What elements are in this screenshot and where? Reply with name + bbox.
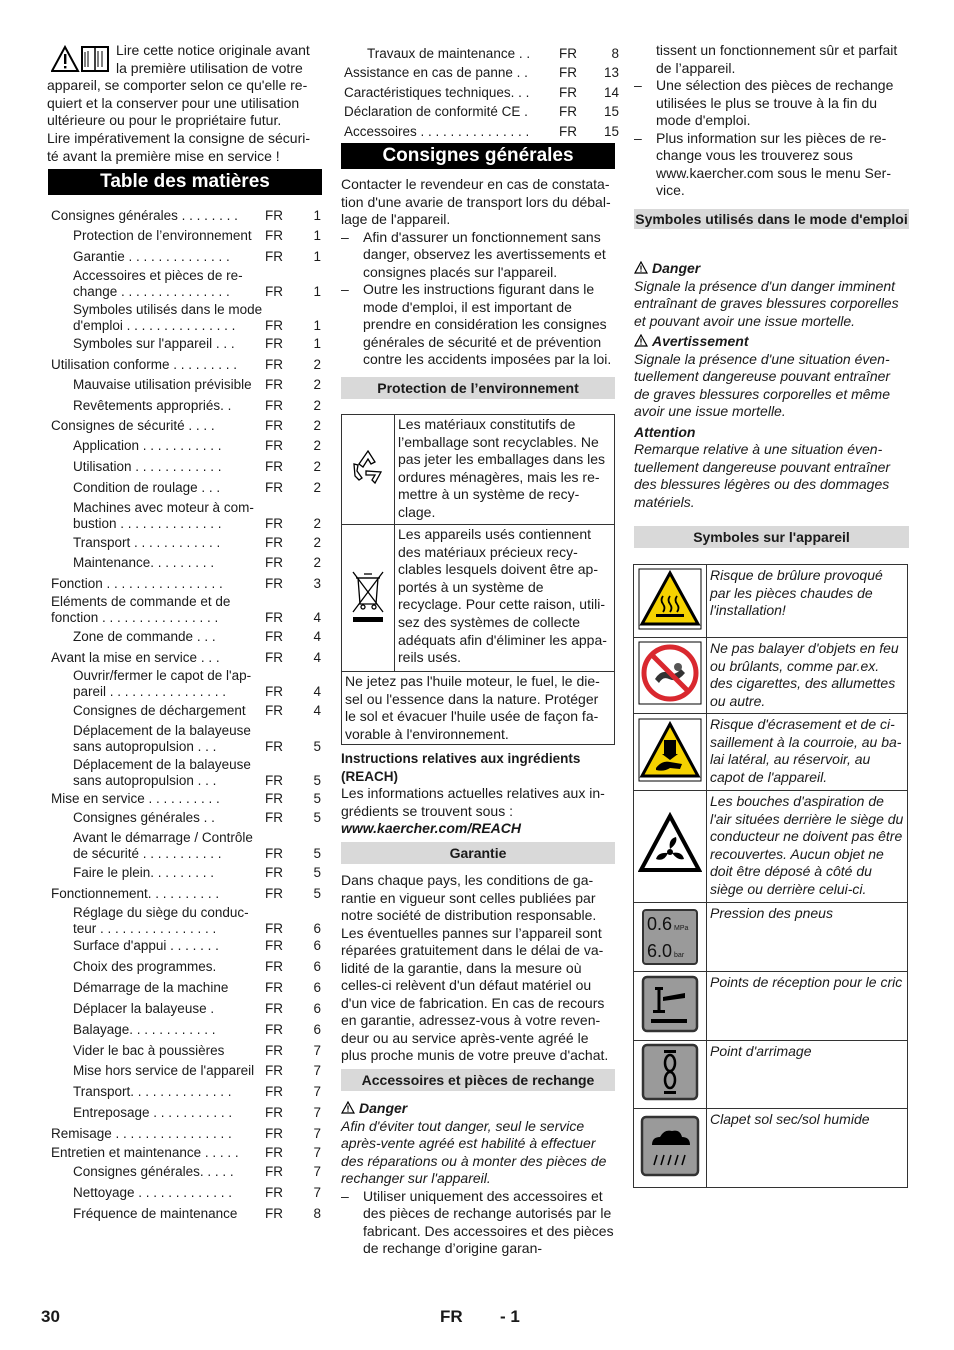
toc-entry-label: Machines avec moteur à com-: [73, 500, 254, 515]
toc-entry-page: 4: [313, 684, 321, 699]
page-number: 30: [41, 1307, 60, 1326]
toc-entry[interactable]: [51, 757, 323, 789]
toc-entry[interactable]: [51, 1145, 323, 1161]
toc-entry-lang: FR: [265, 228, 283, 243]
toc-entry-label: Mauvaise utilisation prévisible: [73, 377, 252, 392]
toc-entry-page: 6: [313, 980, 321, 995]
toc-entry-page: 8: [313, 1206, 321, 1221]
attention-text: Remarque relative à une situation éven-tuellement dangereuse pouvant entraîner des blessures légères ou des dommages matériels.: [634, 441, 891, 510]
toc-entry-page: 7: [313, 1043, 321, 1058]
toc-entry[interactable]: [51, 377, 323, 393]
device-symbol-text: Pression des pneus: [707, 903, 908, 972]
toc-entry-label: Avant le démarrage / Contrôle: [73, 830, 253, 845]
tyre-pressure-icon: 0.6 MPa 6.0 bar: [634, 903, 707, 972]
toc-entry-lang: FR: [265, 1084, 283, 1099]
general-bullet: – Outre les instructions figurant dans le mode d'emploi, il est important de prendre en considération les consignes générales de sécurité et de prévention contre les accidents imposées par la loi.: [341, 281, 616, 369]
toc-entry-label: Nettoyage . . . . . . . . . . . . .: [73, 1185, 233, 1200]
toc-entry-lang: FR: [265, 398, 283, 413]
toc-entry-page: 6: [313, 921, 321, 936]
toc-entry-label: teur . . . . . . . . . . . . . . . .: [73, 921, 217, 936]
toc-entry-lang: FR: [265, 1063, 283, 1078]
toc-entry-page: 15: [603, 104, 619, 120]
toc-entry-label: Entreposage . . . . . . . . . . .: [73, 1105, 233, 1120]
toc-entry-lang: FR: [265, 684, 283, 699]
toc-entry-label: Démarrage de la machine: [73, 980, 229, 995]
toc-entry-lang: FR: [265, 459, 283, 474]
toc-entry-label: Remisage . . . . . . . . . . . . . . . .: [51, 1126, 232, 1141]
toc-entry[interactable]: [51, 1043, 323, 1059]
toc-entry-page: 5: [313, 739, 321, 754]
toc-entry[interactable]: [51, 535, 323, 551]
toc-entry[interactable]: [51, 576, 323, 592]
toc-entry-page: 1: [313, 249, 321, 264]
toc-entry-label: Faire le plein. . . . . . . . .: [73, 865, 215, 880]
toc-entry-label: Surface d'appui . . . . . . .: [73, 938, 219, 953]
toc-entry-page: 2: [313, 535, 321, 550]
toc-entry-label: Accessoires et pièces de re-: [73, 268, 243, 283]
toc-entry[interactable]: [51, 1164, 323, 1180]
toc-entry-label: Consignes générales . .: [73, 810, 215, 825]
toc-entry-label: Fréquence de maintenance: [73, 1206, 238, 1221]
toc-entry-page: 1: [313, 336, 321, 351]
danger-label: Danger: [634, 260, 909, 278]
toc-entry-page: 5: [313, 886, 321, 901]
toc-entry-lang: FR: [265, 516, 283, 531]
toc-entry[interactable]: [51, 629, 323, 645]
toc-entry-lang: FR: [559, 46, 577, 61]
accessoires-heading: Accessoires et pièces de rechange: [341, 1069, 615, 1091]
toc-entry-page: 2: [313, 398, 321, 413]
toc-entry-lang: FR: [265, 959, 283, 974]
toc-entry-page: 4: [313, 610, 321, 625]
toc-entry-lang: FR: [265, 336, 283, 351]
toc-entry[interactable]: [51, 810, 323, 826]
hot-surface-warning-icon: [634, 565, 707, 638]
toc-title: Table des matières: [48, 169, 322, 195]
toc-entry-label: Ouvrir/fermer le capot de l'ap-: [73, 668, 252, 683]
toc-entry-lang: FR: [265, 773, 283, 788]
toc-entry[interactable]: [341, 44, 619, 63]
tie-down-icon: [634, 1041, 707, 1109]
toc-entry-label: bustion . . . . . . . . . . . . . .: [73, 516, 222, 531]
toc-entry-lang: FR: [265, 791, 283, 806]
toc-entry-label: d'emploi . . . . . . . . . . . . . . .: [73, 318, 236, 333]
toc-entry-page: 7: [313, 1185, 321, 1200]
crush-hazard-icon: [634, 714, 707, 791]
toc-entry[interactable]: [51, 459, 323, 475]
toc-entry-lang: FR: [265, 1185, 283, 1200]
toc-entry-label: sans autopropulsion . . .: [73, 773, 217, 788]
toc-entry[interactable]: [341, 102, 619, 121]
intro-text: Lire cette notice originale avant la première utilisation de votre appareil, se comporter selon ce qu'elle re- quiert et la conserver pour une utilisation ultérieure ou pour le propriétaire futur. Lire impérativement la consigne de sécuri- té avant la première mise en service !: [47, 42, 311, 164]
toc-continued: [341, 44, 619, 141]
toc-entry[interactable]: [51, 1126, 323, 1142]
toc-entry[interactable]: [51, 886, 323, 902]
toc-entry-lang: FR: [265, 1043, 283, 1058]
toc-entry-lang: FR: [265, 846, 283, 861]
toc-entry-label: Entretien et maintenance . . . . .: [51, 1145, 239, 1160]
toc-entry-label: Accessoires . . . . . . . . . . . . . . .: [344, 123, 530, 139]
toc-entry-label: Caractéristiques techniques. . .: [344, 84, 530, 100]
warning-triangle-icon: [341, 1101, 355, 1114]
reach-link[interactable]: www.kaercher.com/REACH: [341, 820, 521, 837]
toc-entry-label: Zone de commande . . .: [73, 629, 216, 644]
toc-entry[interactable]: [51, 249, 323, 265]
toc-entry-page: 5: [313, 791, 321, 806]
toc-entry-label: fonction . . . . . . . . . . . . . . . .: [51, 610, 219, 625]
crossed-bin-icon: [342, 525, 395, 672]
toc-entry-page: 6: [313, 1022, 321, 1037]
toc-entry[interactable]: [51, 336, 323, 352]
environment-heading: Protection de l’environnement: [341, 377, 615, 399]
accessoires-bullet: – Une sélection des pièces de rechange utilisées le plus se trouve à la fin du mode d'emploi.: [634, 77, 909, 130]
danger-label: Danger: [341, 1100, 616, 1118]
device-symbol-text: Point d'arrimage: [707, 1041, 908, 1109]
toc-entry[interactable]: [51, 905, 323, 937]
toc-entry-lang: FR: [265, 1126, 283, 1141]
toc-entry-label: Mise en service . . . . . . . . . .: [51, 791, 220, 806]
toc-entry-label: sans autopropulsion . . .: [73, 739, 217, 754]
toc-entry[interactable]: [51, 980, 323, 996]
device-symbol-text: Risque d'écrasement et de ci-saillement à la courroie, au ba-lai latéral, au réservoir, au capot de l'appareil.: [707, 714, 908, 791]
symboles-mode-section: [634, 260, 909, 511]
no-burning-objects-icon: [634, 638, 707, 714]
accessoires-bullet: – Plus information sur les pièces de re-change vous les trouverez sous www.kaercher.com sous le menu Ser-vice.: [634, 130, 909, 200]
toc-entry-page: 7: [313, 1063, 321, 1078]
toc-entry-lang: FR: [265, 650, 283, 665]
toc-entry-page: 8: [611, 46, 619, 61]
toc-entry[interactable]: [51, 555, 323, 571]
toc-entry-label: Consignes de déchargement: [73, 703, 246, 718]
toc-entry-label: Fonctionnement. . . . . . . . . .: [51, 886, 220, 901]
toc-entry[interactable]: [341, 63, 619, 82]
accessoires-continued: [634, 42, 909, 200]
toc-entry-page: 6: [313, 938, 321, 953]
toc-entry-lang: FR: [265, 208, 283, 223]
toc-entry-label: Application . . . . . . . . . . .: [73, 438, 222, 453]
toc-entry-page: 6: [313, 1001, 321, 1016]
toc-entry-label: Protection de l’environnement: [73, 228, 252, 243]
toc-entry-lang: FR: [559, 123, 577, 139]
toc-entry-lang: FR: [559, 65, 577, 81]
general-section: [341, 176, 616, 369]
toc-entry-page: 2: [313, 480, 321, 495]
toc-entry-page: 1: [313, 284, 321, 299]
toc-entry[interactable]: [51, 594, 323, 626]
recycling-icon: [342, 415, 395, 525]
toc-entry-page: 5: [313, 773, 321, 788]
toc-entry-page: 7: [313, 1084, 321, 1099]
toc-entry-page: 4: [313, 629, 321, 644]
device-symbol-text: Ne pas balayer d'objets en feu ou brûlants, comme par.ex. des cigarettes, des allumettes ou autre.: [707, 638, 908, 714]
toc-entry-label: Transport . . . . . . . . . . . .: [73, 535, 221, 550]
toc-entry-lang: FR: [265, 921, 283, 936]
toc-entry-page: 1: [313, 208, 321, 223]
attention-label: Attention: [634, 423, 696, 440]
toc-entry-label: Symboles sur l'appareil . . .: [73, 336, 235, 351]
device-symbol-text: Clapet sol sec/sol humide: [707, 1109, 908, 1188]
accessoires-section: [341, 1100, 616, 1258]
toc-entry-label: Consignes générales. . . . .: [73, 1164, 234, 1179]
garantie-heading: Garantie: [341, 842, 615, 864]
toc-entry[interactable]: [51, 830, 323, 862]
avertissement-label: Avertissement: [634, 333, 909, 351]
environment-table: [341, 414, 615, 745]
device-symbol-text: Risque de brûlure provoqué par les pièces chaudes de l'installation!: [707, 565, 908, 638]
toc-entry-lang: FR: [265, 1164, 283, 1179]
reach-title: Instructions relatives aux ingrédients (REACH): [341, 751, 581, 784]
toc-entry-lang: FR: [265, 1001, 283, 1016]
avertissement-text: Signale la présence d'une situation éven-tuellement dangereuse pouvant entraîner de graves blessures corporelles et même avoir une issue mortelle.: [634, 350, 891, 419]
accessoires-bullet-cont: tissent un fonctionnement sûr et parfait de l’appareil.: [656, 42, 898, 76]
toc-entry-page: 2: [313, 459, 321, 474]
toc-entry[interactable]: [341, 83, 619, 102]
toc-entry-label: Maintenance. . . . . . . . .: [73, 555, 215, 570]
toc-entry-label: Balayage. . . . . . . . . . . .: [73, 1022, 216, 1037]
reach-section: [341, 750, 616, 838]
toc-entry-lang: FR: [265, 438, 283, 453]
toc-entry-page: 1: [313, 228, 321, 243]
toc-entry-lang: FR: [265, 576, 283, 591]
symboles-mode-heading: Symboles utilisés dans le mode d'emploi: [635, 211, 908, 227]
toc-entry-lang: FR: [265, 1206, 283, 1221]
toc-entry-page: 5: [313, 846, 321, 861]
toc-entry-label: Assistance en cas de panne . .: [344, 65, 528, 81]
toc-entry-lang: FR: [265, 418, 283, 433]
toc-entry-lang: FR: [265, 739, 283, 754]
toc-entry-lang: FR: [265, 377, 283, 392]
toc-entry-lang: FR: [559, 104, 577, 120]
footer-subpage: - 1: [500, 1307, 520, 1326]
toc-entry[interactable]: [51, 398, 323, 414]
toc-entry[interactable]: [51, 865, 323, 881]
toc-entry-page: 14: [603, 84, 619, 100]
symboles-appareil-heading: Symboles sur l'appareil: [634, 526, 909, 548]
toc-entry-lang: FR: [265, 629, 283, 644]
toc-entry-label: Revêtements appropriés. .: [73, 398, 232, 413]
toc-entry-page: 5: [313, 865, 321, 880]
toc-entry-label: Déplacer la balayeuse .: [73, 1001, 215, 1016]
toc-entry-lang: FR: [265, 1145, 283, 1160]
toc-entry-label: de sécurité . . . . . . . . . . .: [73, 846, 222, 861]
toc-entry[interactable]: [51, 1185, 323, 1201]
toc-entry[interactable]: [51, 302, 323, 334]
danger-text: Signale la présence d'un danger imminent entraînant de graves blessures corporelles et pouvant avoir une issue mortelle.: [634, 277, 899, 329]
toc-entry-page: 7: [313, 1105, 321, 1120]
toc-entry-lang: FR: [265, 318, 283, 333]
toc-entry-label: Mise hors service de l'appareil: [73, 1063, 255, 1078]
toc-entry-label: Symboles utilisés dans le mode: [73, 302, 263, 317]
toc-entry[interactable]: [51, 668, 323, 700]
toc-entry-page: 2: [313, 357, 321, 372]
toc-entry-lang: FR: [265, 810, 283, 825]
toc-entry[interactable]: [51, 228, 323, 244]
toc-entry[interactable]: [51, 1105, 323, 1121]
toc-entry-page: 15: [603, 123, 619, 139]
toc-entry-page: 13: [603, 65, 619, 81]
environment-weee-text: Les appareils usés contiennent des matériaux précieux recy-clables lesquels doivent être ap-portés à un système de recyclage. Pour cette raison, utili-sez des systèmes de collecte adéquats afin d'éliminer les appa-reils usés.: [395, 525, 615, 672]
toc-entry[interactable]: [51, 723, 323, 755]
toc-entry[interactable]: [51, 1063, 323, 1079]
toc-entry-page: 7: [313, 1126, 321, 1141]
device-symbol-text: Points de réception pour le cric: [707, 972, 908, 1041]
garantie-text: Dans chaque pays, les conditions de ga-rantie en vigueur sont celles publiées par notre société de distribution responsable. Les éventuelles pannes sur l’appareil sont réparées gratuitement dans le délai de va-lidité de la garantie, dans la mesure où celles-ci relèvent d'un défaut matériel ou d'un vice de fabrication. En cas de recours en garantie, adressez-vous à votre reven-deur ou au service après-vente agréé le plus proche munis de votre preuve d'achat.: [341, 872, 609, 1063]
danger-text: Afin d'éviter tout danger, seul le service après-vente agréé est habilité à effectuer des réparations ou à monter des pièces de rechanger sur l'appareil.: [341, 1117, 607, 1186]
toc-entry[interactable]: [51, 791, 323, 807]
toc-entry[interactable]: [51, 650, 323, 666]
toc-entry-lang: FR: [265, 555, 283, 570]
toc-entry-label: Consignes de sécurité . . . .: [51, 418, 215, 433]
toc-entry-label: pareil . . . . . . . . . . . . . . . .: [73, 684, 227, 699]
toc-entry[interactable]: [51, 357, 323, 373]
footer-lang: FR: [440, 1307, 463, 1326]
toc-entry[interactable]: [341, 122, 619, 141]
toc-entry-label: Fonction . . . . . . . . . . . . . . . .: [51, 576, 223, 591]
toc-entry-lang: FR: [559, 84, 577, 100]
device-symbol-text: Les bouches d'aspiration de l'air situées derrière le siège du conducteur ne doivent pas être recouvertes. Aucun objet ne doit être déposé à côté du siège ou derrière celui-ci.: [707, 791, 908, 903]
accessoires-bullet: – Utiliser uniquement des accessoires et des pièces de rechange autorisés par le fabricant. Des accessoires et des pièces de rechange d’origine garan-: [341, 1188, 615, 1258]
toc-entry-label: Vider le bac à poussières: [73, 1043, 225, 1058]
toc-entry-page: 7: [313, 1164, 321, 1179]
toc-entry[interactable]: [51, 208, 323, 224]
toc-entry-page: 2: [313, 377, 321, 392]
toc-entry-page: 1: [313, 318, 321, 333]
toc-entry[interactable]: [51, 438, 323, 454]
toc-entry-lang: FR: [265, 938, 283, 953]
toc-entry-lang: FR: [265, 1105, 283, 1120]
toc-entry[interactable]: [51, 959, 323, 975]
fan-warning-icon: [634, 791, 707, 903]
toc-entry[interactable]: [51, 938, 323, 954]
jack-point-icon: [634, 972, 707, 1041]
dry-wet-floor-icon: [634, 1109, 707, 1188]
toc-entry-page: 5: [313, 810, 321, 825]
device-symbols-table: [633, 564, 908, 1188]
toc-entry-page: 4: [313, 650, 321, 665]
toc-entry-lang: FR: [265, 480, 283, 495]
toc-entry-label: Déplacement de la balayeuse: [73, 757, 251, 772]
toc-entry[interactable]: [51, 1022, 323, 1038]
toc-entry[interactable]: [51, 268, 323, 300]
toc-entry[interactable]: [51, 480, 323, 496]
reach-text: Les informations actuelles relatives aux in-grédients se trouvent sous :: [341, 785, 605, 819]
toc-entry[interactable]: [51, 1001, 323, 1017]
toc-entry-label: Réglage du siège du conduc-: [73, 905, 249, 920]
toc-entry-label: Avant la mise en service . . .: [51, 650, 220, 665]
toc-entry-lang: FR: [265, 1022, 283, 1037]
toc-entry-label: change . . . . . . . . . . . . . . .: [73, 284, 230, 299]
toc-entry-lang: FR: [265, 610, 283, 625]
toc-entry-lang: FR: [265, 703, 283, 718]
toc-entry[interactable]: [51, 703, 323, 719]
warning-triangle-icon: [634, 261, 648, 274]
toc-entry-page: 4: [313, 703, 321, 718]
toc-entry-label: Déclaration de conformité CE .: [344, 104, 528, 120]
toc-entry-label: Déplacement de la balayeuse: [73, 723, 251, 738]
toc-entry[interactable]: [51, 1206, 323, 1222]
toc-entry-page: 3: [313, 576, 321, 591]
toc-entry-lang: FR: [265, 865, 283, 880]
environment-oil-text: Ne jetez pas l'huile moteur, le fuel, le die-sel ou l'essence dans la nature. Protéger le sol et évacuer l'huile usée de façon fa-vorable à l'environnement.: [342, 672, 615, 745]
toc-entry-label: Consignes générales . . . . . . . .: [51, 208, 238, 223]
general-heading: Consignes générales: [341, 143, 615, 169]
toc-entry-page: 6: [313, 959, 321, 974]
toc-entry-page: 7: [313, 1145, 321, 1160]
toc-entry-lang: FR: [265, 357, 283, 372]
toc-entry-lang: FR: [265, 249, 283, 264]
toc-entry-label: Transport. . . . . . . . . . . . . .: [73, 1084, 232, 1099]
toc-entry-lang: FR: [265, 535, 283, 550]
general-bullet: – Afin d'assurer un fonctionnement sans danger, observez les avertissements et consignes placés sur l'appareil.: [341, 229, 616, 282]
toc-entry[interactable]: [51, 1084, 323, 1100]
toc-entry-label: Condition de roulage . . .: [73, 480, 221, 495]
toc-entry[interactable]: [51, 500, 323, 532]
warning-triangle-icon: [634, 334, 648, 347]
toc-entry-page: 2: [313, 418, 321, 433]
toc-entry-lang: FR: [265, 886, 283, 901]
toc-entry-label: Choix des programmes.: [73, 959, 217, 974]
toc-entry-label: Travaux de maintenance . .: [367, 46, 531, 61]
toc-entry-page: 2: [313, 516, 321, 531]
toc-entry-lang: FR: [265, 980, 283, 995]
toc-entry-lang: FR: [265, 284, 283, 299]
environment-packaging-text: Les matériaux constitutifs de l’emballage sont recyclables. Ne pas jeter les emballages dans les ordures ménagères, mais les re-mettre à un système de recy-clage.: [395, 415, 615, 525]
toc-entry-label: Eléments de commande et de: [51, 594, 231, 609]
toc-entry[interactable]: [51, 418, 323, 434]
toc-entry-label: Utilisation conforme . . . . . . . . .: [51, 357, 238, 372]
general-intro: Contacter le revendeur en cas de constata-tion d'une avarie de transport lors du débal-lage de l'appareil.: [341, 176, 611, 227]
toc-entry-page: 2: [313, 438, 321, 453]
toc-entry-page: 2: [313, 555, 321, 570]
toc-entry-label: Utilisation . . . . . . . . . . . .: [73, 459, 222, 474]
toc-entry-label: Garantie . . . . . . . . . . . . . .: [73, 249, 230, 264]
